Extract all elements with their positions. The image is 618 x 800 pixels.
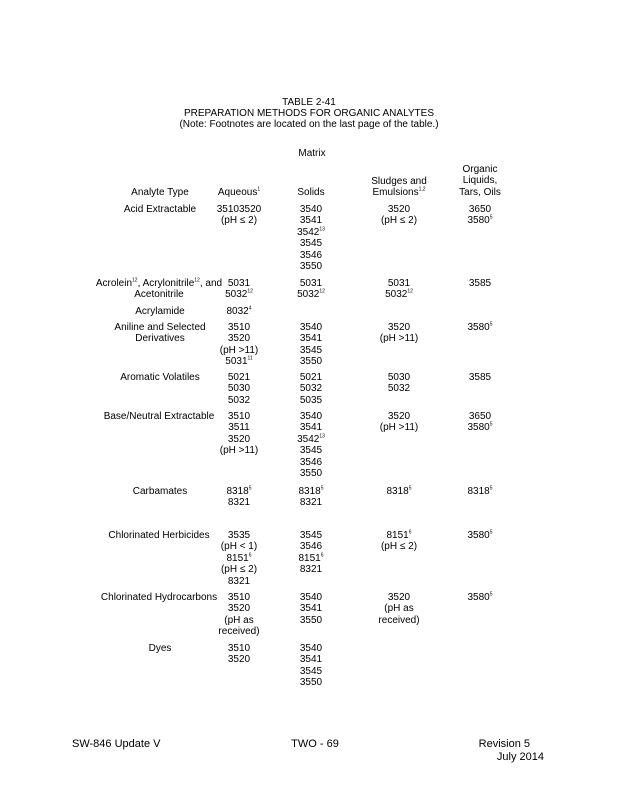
row-hydrocarbons-analyte: Chlorinated Hydrocarbons: [100, 592, 218, 603]
col-aqueous: Aqueous$^1$: [217, 186, 261, 198]
row-acrolein-organic: 3585: [468, 278, 492, 289]
row-acid-organic: 3650 3580$^5$: [467, 204, 493, 227]
matrix-label: Matrix: [298, 148, 326, 159]
row-aniline-organic: 3580$^5$: [467, 321, 493, 333]
row-base-analyte: Base/Neutral Extractable: [103, 411, 215, 422]
row-hydrocarbons-aqueous: 3510 3520 (pH as received): [218, 592, 260, 638]
row-carbamates-analyte: Carbamates: [132, 486, 188, 497]
col-sludges: Sludges and Emulsions$^{1,2}$: [371, 176, 427, 199]
row-aniline-analyte: Aniline and Selected Derivatives: [114, 322, 206, 345]
row-hydrocarbons-sludges: 3520 (pH as received): [378, 592, 420, 626]
row-aromatic-analyte: Aromatic Volatiles: [120, 372, 200, 383]
row-carbamates-solids: 8318$^5$ 8321: [298, 485, 324, 509]
row-acrolein-sludges: 5031 5032$^{12}$: [385, 278, 413, 301]
row-carbamates-aqueous: 8318$^5$ 8321: [226, 485, 252, 509]
table-title: PREPARATION METHODS FOR ORGANIC ANALYTES: [183, 108, 435, 119]
row-base-aqueous: 3510 3511 3520 (pH >11): [219, 411, 259, 457]
footer-page-number: TWO - 69: [291, 738, 339, 750]
row-dyes-aqueous: 3510 3520: [227, 643, 251, 666]
row-herbicides-organic: 3580$^5$: [467, 529, 493, 541]
row-base-organic: 3650 3580$^5$: [467, 411, 493, 434]
row-acrolein-analyte: Acrolein$^{12}$, Acrylonitrile$^{12}$, and Acetonitrile: [95, 277, 223, 301]
row-acid-aqueous: 35103520 (pH ≤ 2): [216, 204, 262, 227]
row-acid-solids: 3540 3541 3542$^{13}$ 3545 3546 3550: [297, 204, 325, 273]
row-herbicides-aqueous: 3535 (pH < 1) 8151$^6$ (pH ≤ 2) 8321: [220, 530, 258, 587]
row-herbicides-solids: 3545 3546 8151$^6$ 8321: [298, 530, 324, 576]
row-aromatic-sludges: 5030 5032: [387, 372, 411, 395]
row-aromatic-aqueous: 5021 5030 5032: [227, 372, 251, 406]
row-hydrocarbons-solids: 3540 3541 3550: [299, 592, 323, 626]
row-carbamates-sludges: 8318$^5$: [386, 485, 412, 497]
row-herbicides-analyte: Chlorinated Herbicides: [108, 530, 210, 541]
row-base-sludges: 3520 (pH >11): [379, 411, 419, 434]
row-herbicides-sludges: 8151$^6$ (pH ≤ 2): [380, 529, 418, 553]
row-carbamates-organic: 8318$^5$: [467, 485, 493, 497]
col-solids: Solids: [297, 187, 325, 198]
footer-doc-id: SW-846 Update V: [72, 738, 161, 750]
row-hydrocarbons-organic: 3580$^5$: [467, 591, 493, 603]
row-acrolein-aqueous: 5031 5032$^{12}$: [225, 278, 253, 301]
row-aromatic-organic: 3585: [468, 372, 492, 383]
table-note: (Note: Footnotes are located on the last page of the table.): [179, 119, 439, 130]
row-aromatic-solids: 5021 5032 5035: [299, 372, 323, 406]
row-acid-analyte: Acid Extractable: [123, 204, 197, 215]
row-base-solids: 3540 3541 3542$^{13}$ 3545 3546 3550: [297, 411, 325, 480]
row-aniline-solids: 3540 3541 3545 3550: [299, 322, 323, 368]
row-aniline-sludges: 3520 (pH >11): [379, 322, 419, 345]
row-acrylamide-aqueous: 8032$^4$: [226, 305, 252, 317]
row-acid-sludges: 3520 (pH ≤ 2): [380, 204, 418, 227]
row-aniline-aqueous: 3510 3520 (pH >11) 5031$^{11}$: [219, 322, 259, 368]
col-analyte-type: Analyte Type: [131, 187, 189, 198]
row-acrylamide-analyte: Acrylamide: [135, 306, 185, 317]
row-acrolein-solids: 5031 5032$^{12}$: [297, 278, 325, 301]
col-organic: Organic Liquids, Tars, Oils: [459, 164, 501, 198]
table-number: TABLE 2-41: [282, 97, 336, 108]
row-dyes-solids: 3540 3541 3545 3550: [299, 643, 323, 689]
footer-revision: Revision 5 July 2014: [478, 738, 544, 763]
row-dyes-analyte: Dyes: [148, 643, 172, 654]
